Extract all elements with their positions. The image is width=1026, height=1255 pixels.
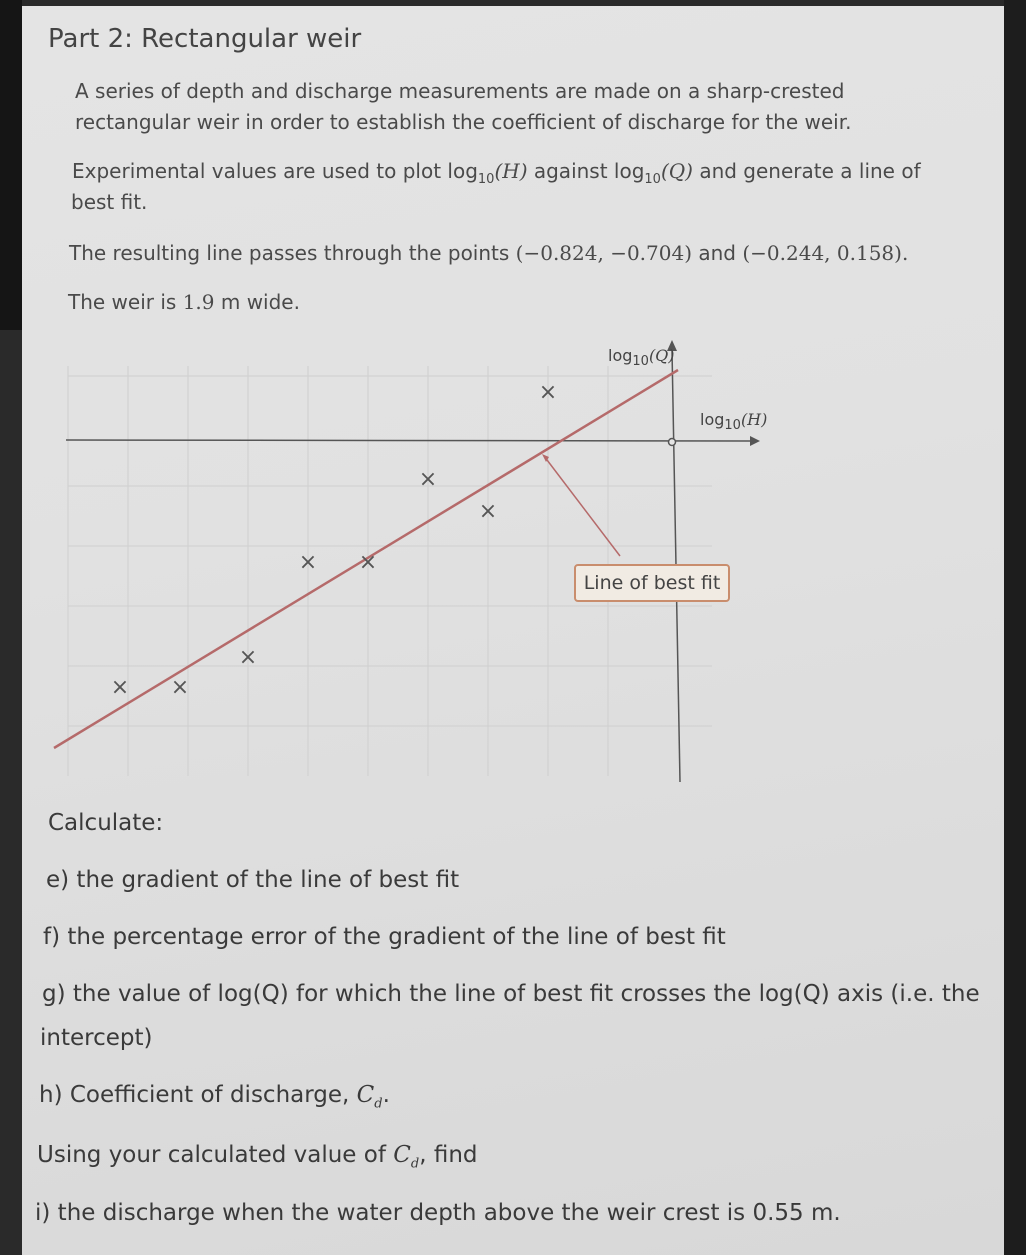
x-axis-label: $\log_{10}(H)$ [700, 410, 768, 434]
data-point-marker: × [238, 645, 258, 670]
question-g-line-2: intercept) [40, 1025, 153, 1051]
intro-line-3: Experimental values are used to plot $\log_{10}(H)$ against $\log_{10}(Q)$ and generate a line of [72, 159, 921, 187]
worksheet-page [22, 6, 1004, 1255]
intro-line-4: best fit. [71, 190, 148, 214]
line-of-best-fit-figure [52, 336, 812, 796]
question-e: e) the gradient of the line of best fit [46, 867, 460, 893]
callout-pointer [544, 456, 620, 556]
question-i: i) the discharge when the water depth above the weir crest is 0.55 m. [35, 1200, 841, 1226]
x-axis [66, 440, 752, 441]
question-g-line-1: g) the value of log(Q) for which the line of best fit crosses the log(Q) axis (i.e. the [42, 981, 980, 1007]
calculate-heading: Calculate: [48, 810, 164, 836]
photo-edge-left [0, 0, 22, 330]
photo-edge-right [1004, 0, 1026, 1255]
data-point-marker: × [358, 550, 378, 575]
question-f: f) the percentage error of the gradient of the line of best fit [43, 924, 726, 950]
intro-line-1: A series of depth and discharge measurements are made on a sharp-crested [75, 79, 845, 103]
data-point-marker: × [478, 499, 498, 524]
page-title: Part 2: Rectangular weir [48, 24, 362, 54]
data-point-marker: × [170, 675, 190, 700]
data-point-marker: × [538, 380, 558, 405]
question-h: h) Coefficient of discharge, $C_d$. [39, 1082, 390, 1112]
data-markers [111, 380, 557, 700]
data-point-marker: × [298, 550, 318, 575]
weir-width-line: The weir is 1.9 m wide. [68, 290, 300, 314]
x-axis-arrow-icon [750, 436, 760, 446]
origin-marker [669, 439, 676, 446]
y-axis-label: $\log_{10}(Q)$ [608, 346, 675, 370]
data-point-marker: × [418, 467, 438, 492]
using-instruction: Using your calculated value of $C_d$, find [37, 1142, 478, 1172]
intro-points-line: The resulting line passes through the points (−0.824, −0.704) and (−0.244, 0.158). [69, 241, 909, 265]
data-point-marker: × [110, 675, 130, 700]
line-of-best-fit-callout: Line of best fit [574, 564, 730, 602]
intro-line-2: rectangular weir in order to establish the coefficient of discharge for the weir. [75, 110, 852, 134]
